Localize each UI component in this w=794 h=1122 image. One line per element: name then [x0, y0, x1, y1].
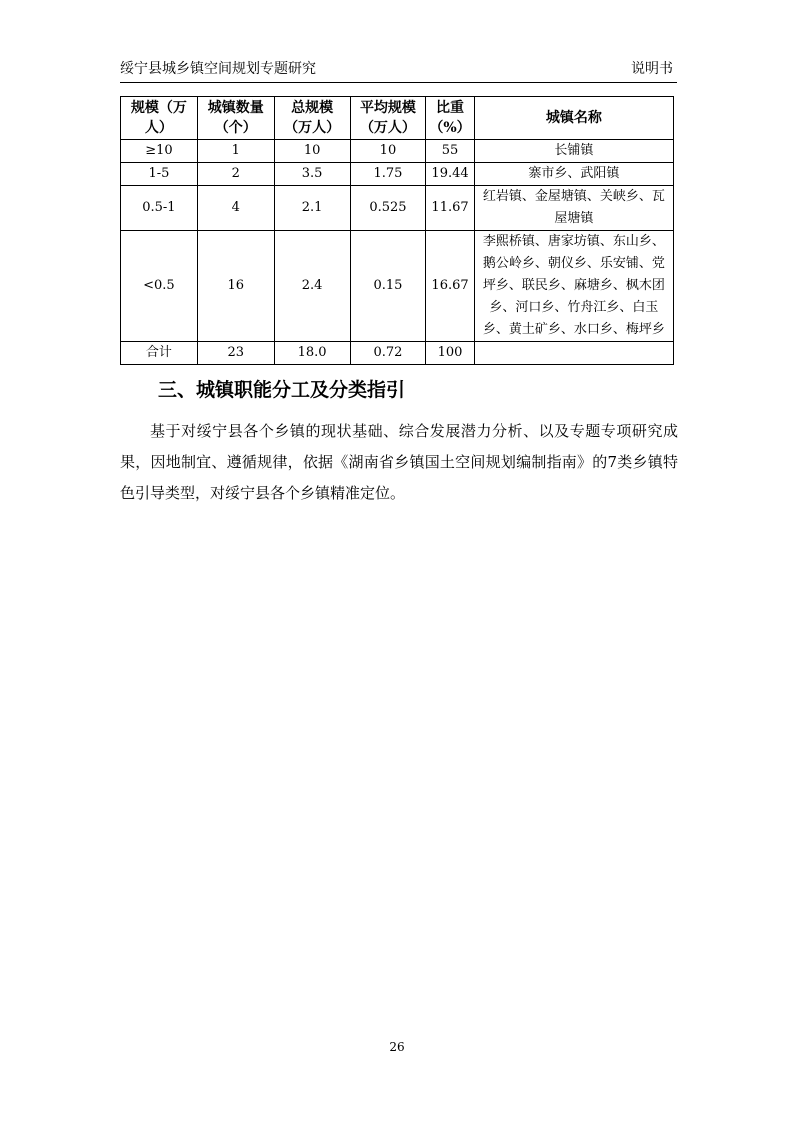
- cell-count: 1: [197, 140, 274, 163]
- document-type: 说明书: [631, 61, 673, 77]
- cell-total: 3.5: [274, 163, 350, 186]
- page-header: [120, 56, 677, 83]
- document-title: 绥宁县城乡镇空间规划专题研究: [120, 61, 316, 77]
- header-town-names: 城镇名称: [474, 97, 673, 140]
- cell-average: 0.525: [350, 186, 426, 231]
- table-row: [121, 186, 674, 231]
- cell-total: 18.0: [274, 342, 350, 365]
- header-proportion: 比重（%）: [426, 97, 474, 140]
- cell-proportion: 16.67: [426, 231, 474, 342]
- table-row: [121, 231, 674, 342]
- cell-total: 2.4: [274, 231, 350, 342]
- table-row: [121, 163, 674, 186]
- header-town-count: 城镇数量（个）: [197, 97, 274, 140]
- cell-scale: ≥10: [121, 140, 198, 163]
- cell-scale: <0.5: [121, 231, 198, 342]
- cell-average: 0.72: [350, 342, 426, 365]
- header-total-scale: 总规模（万人）: [274, 97, 350, 140]
- cell-count: 4: [197, 186, 274, 231]
- section-heading: 三、城镇职能分工及分类指引: [158, 379, 406, 401]
- cell-average: 10: [350, 140, 426, 163]
- section-paragraph: 基于对绥宁县各个乡镇的现状基础、综合发展潜力分析、以及专题专项研究成果，因地制宜、遵循规律，依据《湖南省乡镇国土空间规划编制指南》的7类乡镇特色引导类型，对绥宁县各个乡镇精准定位。: [120, 422, 678, 502]
- table-header-row: [121, 97, 674, 140]
- header-average-scale: 平均规模（万人）: [350, 97, 426, 140]
- cell-proportion: 11.67: [426, 186, 474, 231]
- cell-scale: 合计: [121, 342, 198, 365]
- cell-town-names: 寨市乡、武阳镇: [474, 163, 673, 186]
- town-scale-table: [120, 96, 674, 365]
- cell-proportion: 100: [426, 342, 474, 365]
- page-number: 26: [389, 1040, 405, 1054]
- cell-town-names: 红岩镇、金屋塘镇、关峡乡、瓦屋塘镇: [474, 186, 673, 231]
- cell-town-names: [474, 342, 673, 365]
- cell-count: 16: [197, 231, 274, 342]
- cell-count: 23: [197, 342, 274, 365]
- cell-proportion: 19.44: [426, 163, 474, 186]
- cell-town-names: 李熙桥镇、唐家坊镇、东山乡、鹅公岭乡、朝仪乡、乐安铺、党坪乡、联民乡、麻塘乡、枫木团乡、河口乡、竹舟江乡、白玉乡、黄土矿乡、水口乡、梅坪乡: [474, 231, 673, 342]
- cell-total: 10: [274, 140, 350, 163]
- cell-total: 2.1: [274, 186, 350, 231]
- cell-count: 2: [197, 163, 274, 186]
- cell-scale: 0.5-1: [121, 186, 198, 231]
- header-scale: 规模（万人）: [121, 97, 198, 140]
- cell-average: 1.75: [350, 163, 426, 186]
- table-row: [121, 140, 674, 163]
- table-total-row: [121, 342, 674, 365]
- cell-average: 0.15: [350, 231, 426, 342]
- cell-town-names: 长铺镇: [474, 140, 673, 163]
- cell-scale: 1-5: [121, 163, 198, 186]
- cell-proportion: 55: [426, 140, 474, 163]
